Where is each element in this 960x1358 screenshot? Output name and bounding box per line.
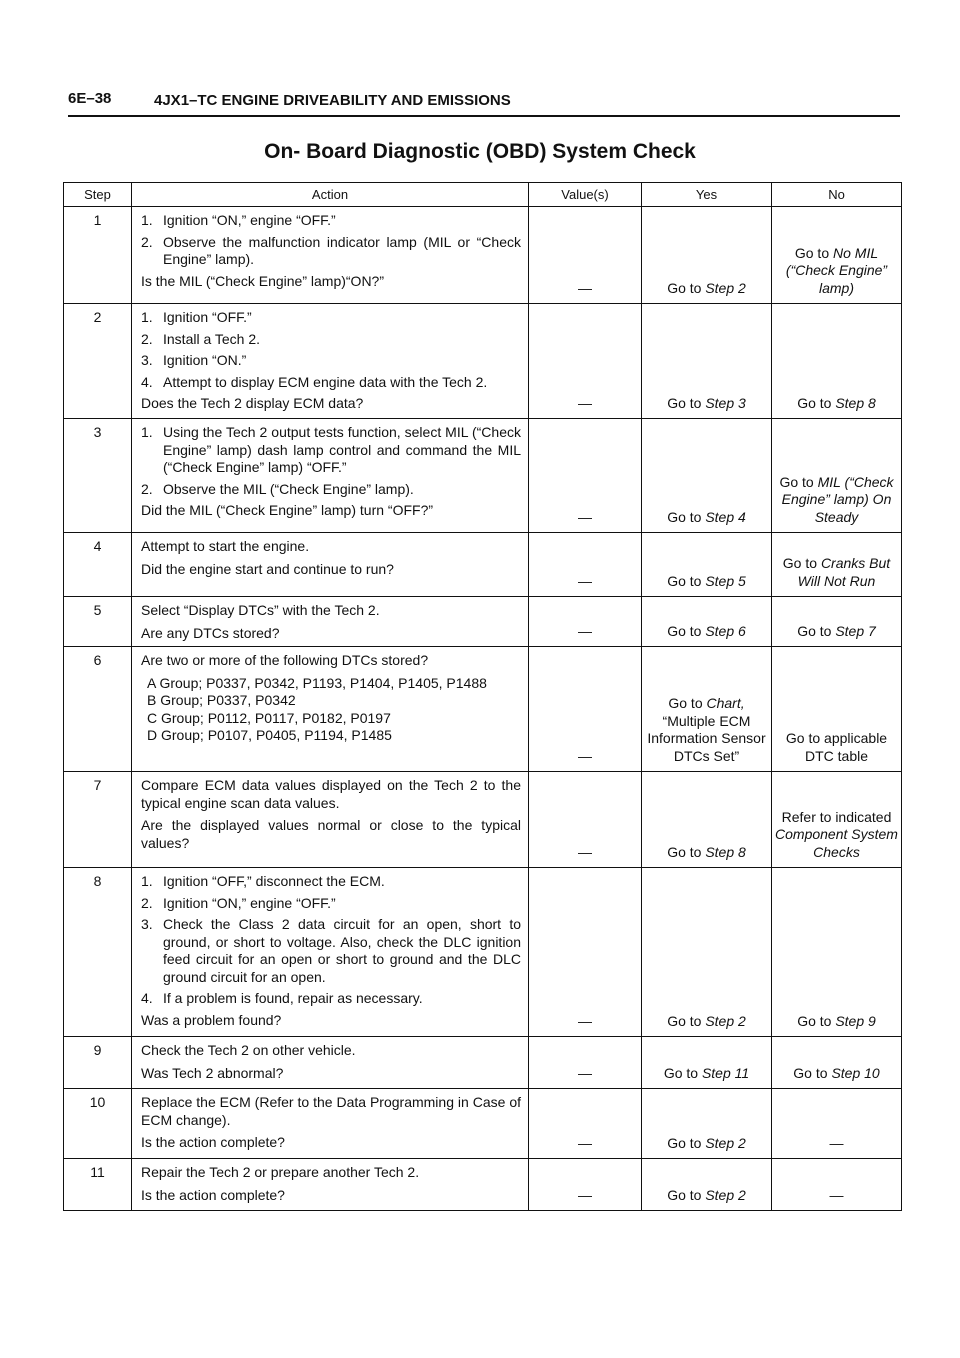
no-prefix: Go to xyxy=(797,394,836,411)
action-item xyxy=(141,481,521,499)
yes-reference: Step 4 xyxy=(705,508,746,525)
action-cell xyxy=(132,304,529,419)
yes-reference: Step 3 xyxy=(705,394,746,411)
header-rule xyxy=(68,115,900,117)
no-cell xyxy=(772,647,902,772)
yes-cell xyxy=(642,207,772,304)
step-number: 11 xyxy=(64,1159,132,1211)
action-cell xyxy=(132,1037,529,1089)
table-row xyxy=(64,1037,902,1089)
table-row xyxy=(64,419,902,533)
action-item xyxy=(141,916,521,986)
item-text: Attempt to display ECM engine data with the Tech 2. xyxy=(163,373,488,390)
yes-reference: Step 2 xyxy=(705,279,746,296)
yes-prefix: Go to xyxy=(667,508,706,525)
no-prefix: Refer to indicated xyxy=(781,808,892,825)
yes-reference: Step 2 xyxy=(705,1134,746,1151)
no-prefix: Go to xyxy=(797,1012,836,1029)
item-text: If a problem is found, repair as necessary. xyxy=(163,990,423,1006)
action-item xyxy=(141,374,521,392)
item-text: Ignition “OFF.” xyxy=(163,309,252,325)
step-number: 1 xyxy=(64,207,132,304)
no-text: — xyxy=(829,1186,844,1203)
value-cell: — xyxy=(529,419,642,533)
no-cell xyxy=(772,419,902,533)
item-number: 4. xyxy=(141,373,153,390)
action-text: Compare ECM data values displayed on the Tech 2 to the typical engine scan data values. xyxy=(141,777,521,811)
no-reference: Step 7 xyxy=(835,622,876,639)
item-number: 2. xyxy=(141,330,153,347)
action-cell xyxy=(132,419,529,533)
action-question: Did the MIL (“Check Engine” lamp) turn “OFF?” xyxy=(141,502,434,518)
item-text: Ignition “ON,” engine “OFF.” xyxy=(163,894,336,911)
action-question: Is the action complete? xyxy=(141,1186,285,1203)
table-row xyxy=(64,207,902,304)
yes-cell xyxy=(642,647,772,772)
value-cell: — xyxy=(529,772,642,868)
yes-cell xyxy=(642,772,772,868)
yes-prefix: Go to xyxy=(667,1134,706,1151)
action-text: Select “Display DTCs” with the Tech 2. xyxy=(141,602,380,618)
diagnostic-table xyxy=(63,182,902,1211)
action-text: Repair the Tech 2 or prepare another Tech 2. xyxy=(141,1164,420,1180)
value-cell: — xyxy=(529,1089,642,1159)
no-cell xyxy=(772,1037,902,1089)
step-number: 8 xyxy=(64,868,132,1037)
yes-reference: Step 5 xyxy=(705,572,746,589)
yes-prefix: Go to xyxy=(667,279,706,296)
dtc-group: D Group; P0107, P0405, P1194, P1485 xyxy=(147,727,392,743)
no-cell xyxy=(772,207,902,304)
yes-cell xyxy=(642,597,772,647)
item-text: Ignition “ON.” xyxy=(163,352,247,368)
action-cell xyxy=(132,868,529,1037)
no-prefix: Go to xyxy=(782,555,821,571)
value-cell: — xyxy=(529,868,642,1037)
item-number: 1. xyxy=(141,309,153,325)
yes-cell xyxy=(642,533,772,597)
item-number: 3. xyxy=(141,916,153,932)
no-reference: Step 9 xyxy=(835,1012,876,1029)
table-row xyxy=(64,647,902,772)
yes-reference: Step 2 xyxy=(705,1186,746,1203)
action-question: Was Tech 2 abnormal? xyxy=(141,1064,284,1081)
action-cell xyxy=(132,1159,529,1211)
value-cell: — xyxy=(529,304,642,419)
no-cell xyxy=(772,1089,902,1159)
item-number: 1. xyxy=(141,873,153,889)
item-number: 3. xyxy=(141,352,153,368)
action-item xyxy=(141,424,521,477)
action-item xyxy=(141,873,521,891)
no-reference: MIL (“Check Engine” lamp) On Steady xyxy=(781,473,894,525)
step-number: 7 xyxy=(64,772,132,868)
no-prefix: Go to xyxy=(793,1064,832,1081)
action-cell xyxy=(132,597,529,647)
action-text: Replace the ECM (Refer to the Data Programming in Case of ECM change). xyxy=(141,1094,521,1128)
no-cell xyxy=(772,304,902,419)
no-cell xyxy=(772,533,902,597)
yes-reference: Chart, xyxy=(706,695,745,711)
yes-reference: Step 8 xyxy=(705,843,746,860)
action-question: Did the engine start and continue to run? xyxy=(141,560,394,577)
table-row xyxy=(64,597,902,647)
step-number: 5 xyxy=(64,597,132,647)
item-number: 2. xyxy=(141,894,153,911)
value-cell: — xyxy=(529,1037,642,1089)
action-text: Attempt to start the engine. xyxy=(141,538,310,554)
action-question: Are any DTCs stored? xyxy=(141,624,280,641)
step-number: 4 xyxy=(64,533,132,597)
action-item xyxy=(141,212,521,230)
yes-cell xyxy=(642,1037,772,1089)
item-text: Observe the malfunction indicator lamp (MIL or “Check Engine” lamp). xyxy=(163,233,521,267)
yes-prefix: Go to xyxy=(667,572,706,589)
item-number: 4. xyxy=(141,990,153,1006)
item-text: Install a Tech 2. xyxy=(163,330,261,347)
table-header-row xyxy=(64,183,902,207)
action-item xyxy=(141,234,521,269)
item-text: Observe the MIL (“Check Engine” lamp). xyxy=(163,480,414,497)
no-reference: Component System Checks xyxy=(775,826,898,860)
action-cell xyxy=(132,1089,529,1159)
value-cell: — xyxy=(529,1159,642,1211)
action-cell xyxy=(132,207,529,304)
yes-reference: Step 6 xyxy=(705,622,746,639)
yes-reference: Step 11 xyxy=(701,1064,750,1081)
dtc-group: C Group; P0112, P0117, P0182, P0197 xyxy=(147,709,391,726)
no-reference: No MIL (“Check Engine” lamp) xyxy=(785,244,888,296)
no-cell xyxy=(772,772,902,868)
page-header xyxy=(68,88,900,118)
no-prefix: Go to xyxy=(794,244,833,261)
column-header-step: Step xyxy=(64,183,132,207)
yes-prefix: Go to xyxy=(667,394,706,411)
yes-prefix: Go to xyxy=(667,622,706,639)
action-text: Check the Tech 2 on other vehicle. xyxy=(141,1042,356,1058)
column-header-no: No xyxy=(772,183,902,207)
action-item xyxy=(141,990,521,1008)
no-prefix: Go to xyxy=(797,622,836,639)
no-reference: Step 10 xyxy=(831,1064,880,1081)
value-cell: — xyxy=(529,207,642,304)
yes-cell xyxy=(642,304,772,419)
table-body xyxy=(64,207,902,1211)
section-title: 4JX1–TC ENGINE DRIVEABILITY AND EMISSIONS xyxy=(154,92,511,109)
step-number: 6 xyxy=(64,647,132,772)
item-text: Using the Tech 2 output tests function, select MIL (“Check Engine” lamp) dash lamp control and command the MIL (“Check Engine” lamp) “OFF.” xyxy=(163,424,521,475)
table-row xyxy=(64,868,902,1037)
action-item xyxy=(141,331,521,349)
action-question: Is the action complete? xyxy=(141,1134,285,1150)
no-cell xyxy=(772,597,902,647)
value-cell: — xyxy=(529,533,642,597)
action-item xyxy=(141,352,521,370)
table-row xyxy=(64,533,902,597)
yes-prefix: Go to xyxy=(667,1186,706,1203)
action-cell xyxy=(132,533,529,597)
yes-prefix: Go to xyxy=(667,1012,706,1029)
action-question: Was a problem found? xyxy=(141,1011,282,1028)
step-number: 9 xyxy=(64,1037,132,1089)
table-row xyxy=(64,1159,902,1211)
step-number: 10 xyxy=(64,1089,132,1159)
yes-cell xyxy=(642,1159,772,1211)
no-text: — xyxy=(829,1134,844,1151)
item-text: Check the Class 2 data circuit for an open, short to ground, or short to voltage. Also, check the DLC ignition feed circuit for an open or short to ground and the DLC ground circuit for an open. xyxy=(163,916,521,985)
table-row xyxy=(64,772,902,868)
action-item xyxy=(141,895,521,913)
step-number: 2 xyxy=(64,304,132,419)
yes-cell xyxy=(642,419,772,533)
column-header-values: Value(s) xyxy=(529,183,642,207)
action-question: Does the Tech 2 display ECM data? xyxy=(141,395,364,411)
action-item xyxy=(141,309,521,327)
action-text: Are two or more of the following DTCs stored? xyxy=(141,652,429,668)
item-number: 1. xyxy=(141,424,153,440)
action-question: Are the displayed values normal or close to the typical values? xyxy=(141,817,521,851)
no-cell xyxy=(772,1159,902,1211)
dtc-group: B Group; P0337, P0342 xyxy=(147,692,296,708)
item-number: 1. xyxy=(141,212,153,228)
action-question: Is the MIL (“Check Engine” lamp)“ON?” xyxy=(141,272,384,289)
item-text: Ignition “ON,” engine “OFF.” xyxy=(163,212,336,228)
yes-cell xyxy=(642,1089,772,1159)
item-number: 2. xyxy=(141,233,153,250)
document-title: On- Board Diagnostic (OBD) System Check xyxy=(264,140,696,163)
no-text: Go to applicable DTC table xyxy=(785,730,888,764)
no-prefix: Go to xyxy=(779,473,818,490)
column-header-yes: Yes xyxy=(642,183,772,207)
item-text: Ignition “OFF,” disconnect the ECM. xyxy=(163,873,385,889)
yes-cell xyxy=(642,868,772,1037)
yes-reference: Step 2 xyxy=(705,1012,746,1029)
no-reference: Cranks But Will Not Run xyxy=(797,555,891,589)
no-cell xyxy=(772,868,902,1037)
step-number: 3 xyxy=(64,419,132,533)
action-cell xyxy=(132,772,529,868)
page-number: 6E–38 xyxy=(68,90,112,107)
dtc-group: A Group; P0337, P0342, P1193, P1404, P1405, P1488 xyxy=(147,674,487,691)
yes-suffix: “Multiple ECM Information Sensor DTCs Set” xyxy=(647,712,766,764)
table-row xyxy=(64,1089,902,1159)
value-cell: — xyxy=(529,597,642,647)
action-cell xyxy=(132,647,529,772)
yes-prefix: Go to xyxy=(668,695,707,711)
table-row xyxy=(64,304,902,419)
value-cell: — xyxy=(529,647,642,772)
item-number: 2. xyxy=(141,480,153,497)
yes-prefix: Go to xyxy=(667,843,706,860)
column-header-action: Action xyxy=(132,183,529,207)
yes-prefix: Go to xyxy=(663,1064,702,1081)
no-reference: Step 8 xyxy=(835,394,876,411)
